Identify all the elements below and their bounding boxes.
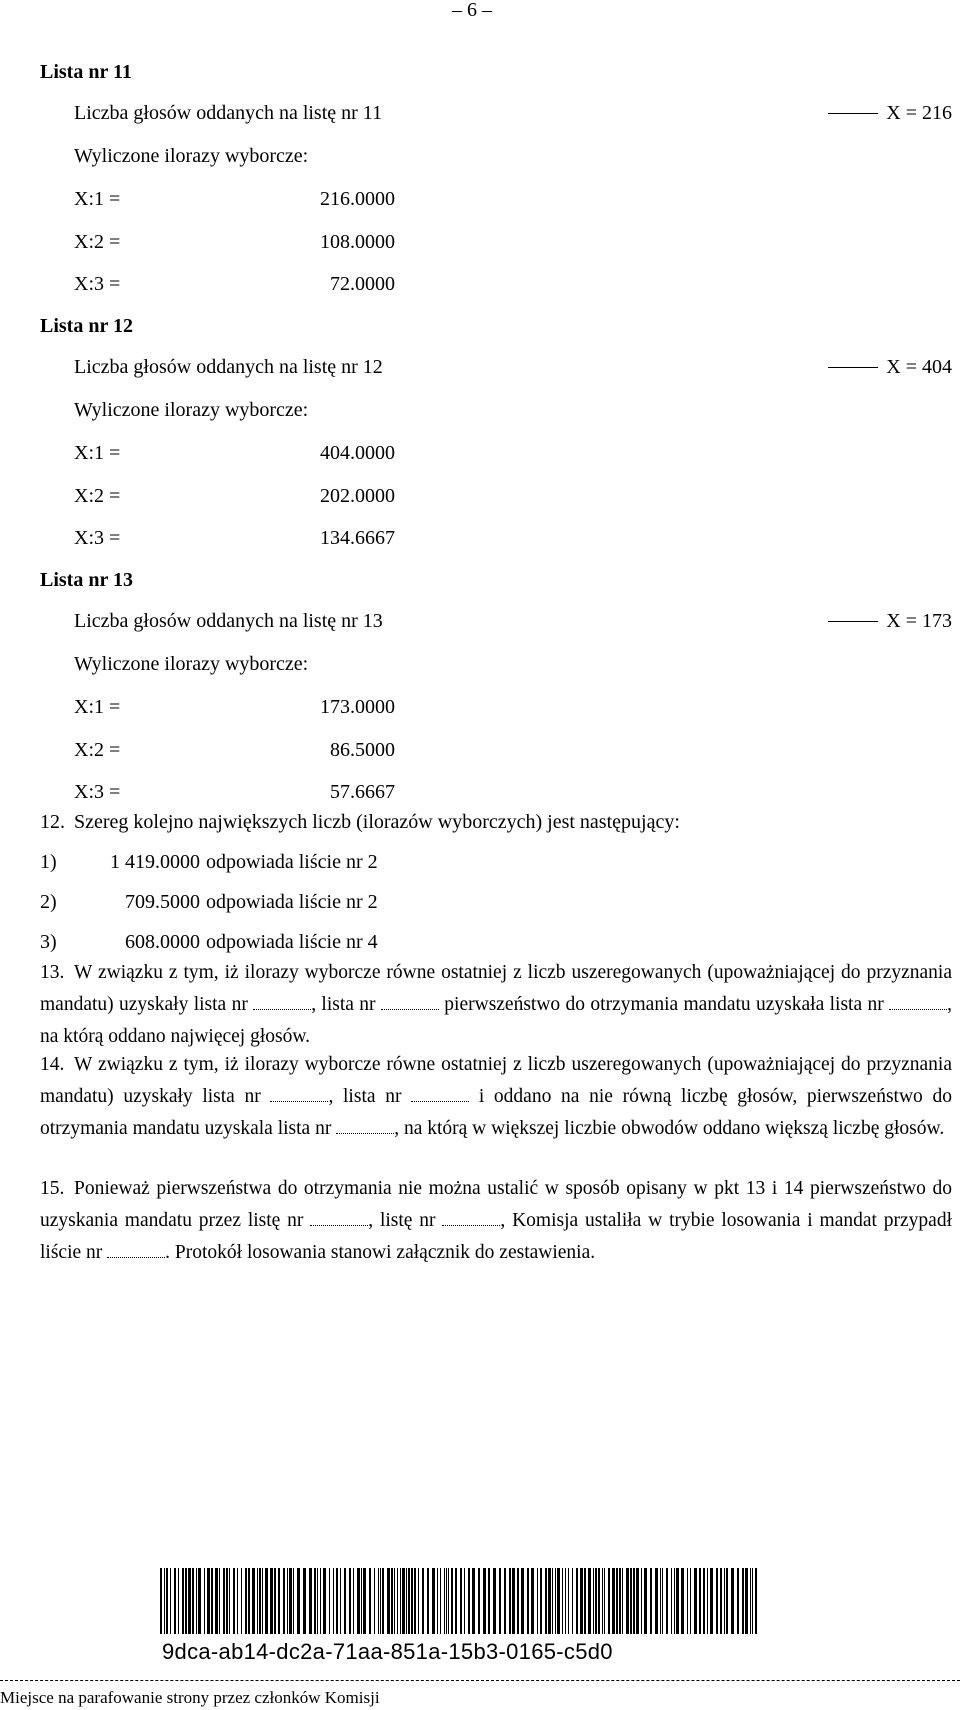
text-fragment: , na którą w większej liczbie obwodów oddano większą liczbę głosów.	[394, 1118, 945, 1139]
barcode-bar	[671, 1568, 672, 1634]
barcode-bar	[660, 1568, 661, 1634]
barcode-bar	[630, 1568, 632, 1634]
text-fragment: , na którą oddano najwięcej głosów.	[40, 994, 952, 1047]
footer-text: Miejsce na parafowanie strony przez członków Komisji	[0, 1688, 380, 1707]
barcode-bar	[716, 1568, 718, 1634]
barcode-bar	[674, 1568, 675, 1634]
barcode-bar	[391, 1568, 393, 1634]
barcode-bar	[527, 1568, 529, 1634]
barcode-bar	[455, 1568, 457, 1634]
barcode-bar	[636, 1568, 639, 1634]
barcode-bar	[166, 1568, 168, 1634]
blank-field[interactable]	[270, 1083, 328, 1102]
page-number: – 6 –	[452, 0, 492, 21]
barcode-bar	[178, 1568, 179, 1634]
barcode-bar	[394, 1568, 395, 1634]
barcode-bar	[265, 1568, 268, 1634]
barcode-bar	[602, 1568, 603, 1634]
barcode-bar	[408, 1568, 410, 1634]
barcode-bar	[626, 1568, 629, 1634]
barcode-bar	[598, 1568, 600, 1634]
dash-line	[828, 113, 878, 114]
barcode-bar	[374, 1568, 375, 1634]
barcode-bar	[303, 1568, 306, 1634]
barcode-bar	[432, 1568, 435, 1634]
barcode-bar	[283, 1568, 285, 1634]
barcode-bar	[460, 1568, 462, 1634]
barcode-bar	[687, 1568, 688, 1634]
barcode-text: 9dca-ab14-dc2a-71aa-851a-15b3-0165-c5d0	[162, 1639, 613, 1664]
barcode-bar	[414, 1568, 416, 1634]
barcode-bar	[259, 1568, 261, 1634]
dash-line	[828, 367, 878, 368]
barcode-bar	[552, 1568, 553, 1634]
barcode-bar	[565, 1568, 566, 1634]
barcode-bar	[340, 1568, 341, 1634]
quotient-label: X:3 =	[74, 273, 121, 295]
barcode-bar	[666, 1568, 668, 1634]
barcode-bar	[584, 1568, 586, 1634]
quotient-label: X:1 =	[74, 442, 121, 464]
barcode-bar	[655, 1568, 658, 1634]
barcode-bar	[257, 1568, 258, 1634]
barcode-bar	[745, 1568, 748, 1634]
barcode-bar	[464, 1568, 465, 1634]
barcode-bar	[204, 1568, 205, 1634]
barcode-bar	[320, 1568, 321, 1634]
blank-field[interactable]	[381, 991, 439, 1010]
quotient-label: X:3 =	[74, 527, 121, 549]
quotient-label: X:1 =	[74, 188, 121, 210]
barcode-bar	[468, 1568, 470, 1634]
blank-field[interactable]	[310, 1207, 368, 1226]
barcode-bar	[662, 1568, 663, 1634]
barcode-bar	[378, 1568, 379, 1634]
barcode-bar	[387, 1568, 390, 1634]
barcode-bar	[411, 1568, 413, 1634]
barcode-bar	[226, 1568, 228, 1634]
text-fragment: i oddano na nie równą liczbę głosów, pierwszeństwo do otrzymania mandatu uzyskala lista nr	[40, 1086, 952, 1139]
barcode-bar	[612, 1568, 615, 1634]
barcode-bar	[588, 1568, 591, 1634]
text-fragment: , listę nr	[368, 1210, 443, 1231]
barcode-bar	[483, 1568, 486, 1634]
ranking-index: 2)	[40, 891, 57, 913]
barcode-bar	[444, 1568, 445, 1634]
section-13	[40, 957, 952, 1053]
barcode-bar	[568, 1568, 569, 1634]
footer-divider	[0, 1680, 960, 1681]
ranking-text: odpowiada liście nr 4	[206, 931, 378, 953]
barcode-bar	[406, 1568, 407, 1634]
barcode-bar	[604, 1568, 605, 1634]
barcode-bar	[164, 1568, 165, 1634]
barcode-bar	[418, 1568, 419, 1634]
barcode-bar	[297, 1568, 300, 1634]
barcode-bar	[223, 1568, 225, 1634]
barcode-bar	[724, 1568, 725, 1634]
barcode-bar	[650, 1568, 652, 1634]
dash-line	[828, 621, 878, 622]
quotient-label: X:2 =	[74, 739, 121, 761]
blank-field[interactable]	[336, 1115, 394, 1134]
quotients-label: Wyliczone ilorazy wyborcze:	[74, 653, 309, 675]
ranking-value: 1 419.0000	[110, 851, 200, 873]
section-number: 15.	[40, 1178, 65, 1199]
barcode-bar	[349, 1568, 351, 1634]
barcode-bar	[353, 1568, 354, 1634]
barcode-bar	[219, 1568, 220, 1634]
barcode-bar	[593, 1568, 594, 1634]
text-fragment: pierwszeństwo do otrzymania mandatu uzyskała lista nr	[438, 994, 890, 1015]
text-fragment: , lista nr	[328, 1086, 412, 1107]
quotients-label: Wyliczone ilorazy wyborcze:	[74, 145, 309, 167]
barcode-bar	[703, 1568, 705, 1634]
barcode-bar	[207, 1568, 210, 1634]
text-fragment: , lista nr	[311, 994, 381, 1015]
barcode-bar	[314, 1568, 316, 1634]
blank-field[interactable]	[253, 991, 311, 1010]
barcode-bar	[707, 1568, 708, 1634]
x-value-text: X = 173	[886, 610, 952, 632]
barcode-bar	[540, 1568, 542, 1634]
ranking-text: odpowiada liście nr 2	[206, 891, 378, 913]
barcode-bar	[557, 1568, 560, 1634]
barcode-bar	[562, 1568, 563, 1634]
votes-label: Liczba głosów oddanych na listę nr 12	[74, 356, 383, 378]
barcode-bar	[742, 1568, 744, 1634]
text-fragment: Ponieważ pierwszeństwa do otrzymania nie można ustalić w sposób opisany w pkt 13 i 14 pierwszeństwo do uzyskania mandatu przez listę nr	[40, 1178, 952, 1231]
barcode-bar	[478, 1568, 480, 1634]
barcode-bar	[262, 1568, 263, 1634]
quotient-label: X:2 =	[74, 231, 121, 253]
barcode-bar	[726, 1568, 728, 1634]
barcode-bar	[616, 1568, 618, 1634]
barcode-bar	[622, 1568, 623, 1634]
barcode-bar	[755, 1568, 757, 1634]
barcode-bar	[531, 1568, 534, 1634]
barcode-bar	[750, 1568, 751, 1634]
ranking-value: 709.5000	[125, 891, 200, 913]
barcode-bar	[644, 1568, 647, 1634]
barcode-bar	[402, 1568, 405, 1634]
barcode-bar	[690, 1568, 691, 1634]
section-14	[40, 1049, 952, 1145]
x-value-text: X = 404	[886, 356, 952, 378]
ranking-index: 1)	[40, 851, 57, 873]
barcode-bar	[608, 1568, 610, 1634]
blank-field[interactable]	[442, 1207, 500, 1226]
quotient-value: 404.0000	[320, 442, 395, 464]
text-fragment: , Komisja ustaliła w trybie losowania i mandat przypadł liście nr	[40, 1210, 952, 1263]
barcode-bar	[440, 1568, 441, 1634]
barcode-bar	[344, 1568, 346, 1634]
x-value	[828, 611, 952, 631]
barcode-bar	[363, 1568, 366, 1634]
barcode-image	[160, 1568, 766, 1634]
quotient-value: 86.5000	[330, 739, 395, 761]
ranking-value: 608.0000	[125, 931, 200, 953]
barcode-bar	[245, 1568, 247, 1634]
quotient-value: 202.0000	[320, 485, 395, 507]
x-value	[828, 357, 952, 377]
barcode-bar	[252, 1568, 255, 1634]
text-fragment: W związku z tym, iż ilorazy wyborcze równe ostatniej z liczb uszeregowanych (upoważniającej do przyznania mandatu) uzyskały lista nr	[40, 962, 952, 1015]
section-text	[40, 1049, 952, 1145]
barcode-bar	[545, 1568, 547, 1634]
barcode-bar	[174, 1568, 176, 1634]
section-text	[40, 1173, 952, 1269]
section-text: Szereg kolejno największych liczb (ilorazów wyborczych) jest następujący:	[74, 811, 680, 833]
text-fragment: . Protokół losowania stanowi załącznik do zestawienia.	[165, 1242, 596, 1263]
barcode-bar	[211, 1568, 213, 1634]
barcode-bar	[233, 1568, 235, 1634]
barcode-bar	[427, 1568, 429, 1634]
barcode-bar	[196, 1568, 197, 1634]
barcode-bar	[274, 1568, 276, 1634]
barcode-bar	[170, 1568, 171, 1634]
barcode-bar	[699, 1568, 701, 1634]
barcode-bar	[512, 1568, 515, 1634]
barcode-bar	[182, 1568, 184, 1634]
barcode-bar	[397, 1568, 398, 1634]
barcode-bar	[437, 1568, 438, 1634]
barcode-bar	[278, 1568, 280, 1634]
barcode-bar	[448, 1568, 449, 1634]
barcode-bar	[555, 1568, 556, 1634]
barcode-bar	[676, 1568, 679, 1634]
barcode-bar	[192, 1568, 194, 1634]
barcode-bar	[329, 1568, 330, 1634]
barcode-bar	[382, 1568, 384, 1634]
barcode-bar	[336, 1568, 338, 1634]
barcode-bar	[248, 1568, 250, 1634]
blank-field[interactable]	[107, 1239, 165, 1258]
quotient-value: 72.0000	[330, 273, 395, 295]
barcode-bar	[369, 1568, 371, 1634]
text-fragment: W związku z tym, iż ilorazy wyborcze równe ostatniej z liczb uszeregowanych (upoważniającej do przyznania mandatu) uzyskały lista nr	[40, 1054, 952, 1107]
barcode-bar	[160, 1568, 162, 1634]
list-heading: Lista nr 12	[40, 315, 133, 337]
barcode-bar	[289, 1568, 292, 1634]
section-number: 13.	[40, 962, 65, 983]
barcode-bar	[509, 1568, 511, 1634]
quotient-label: X:3 =	[74, 781, 121, 803]
barcode-bar	[521, 1568, 524, 1634]
x-value	[828, 103, 952, 123]
list-heading: Lista nr 11	[40, 61, 132, 83]
barcode-bar	[317, 1568, 318, 1634]
quotient-value: 173.0000	[320, 696, 395, 718]
barcode-bar	[400, 1568, 401, 1634]
barcode-bar	[472, 1568, 475, 1634]
quotient-label: X:2 =	[74, 485, 121, 507]
barcode-bar	[185, 1568, 187, 1634]
blank-field[interactable]	[411, 1083, 469, 1102]
quotient-value: 57.6667	[330, 781, 395, 803]
barcode-bar	[580, 1568, 583, 1634]
barcode-bar	[293, 1568, 294, 1634]
barcode-bar	[446, 1568, 447, 1634]
barcode-bar	[188, 1568, 191, 1634]
quotient-value: 134.6667	[320, 527, 395, 549]
votes-label: Liczba głosów oddanych na listę nr 13	[74, 610, 383, 632]
barcode-bar	[241, 1568, 242, 1634]
barcode-bar	[488, 1568, 490, 1634]
barcode-bar	[493, 1568, 496, 1634]
barcode-bar	[504, 1568, 506, 1634]
section-number: 12.	[40, 811, 65, 833]
barcode-bar	[323, 1568, 326, 1634]
barcode-bar	[357, 1568, 360, 1634]
barcode-bar	[451, 1568, 453, 1634]
section-15	[40, 1173, 952, 1269]
quotient-value: 108.0000	[320, 231, 395, 253]
barcode-bar	[694, 1568, 697, 1634]
votes-label: Liczba głosów oddanych na listę nr 11	[74, 102, 383, 124]
barcode-bar	[720, 1568, 722, 1634]
barcode-bar	[737, 1568, 739, 1634]
barcode-bar	[641, 1568, 642, 1634]
barcode-bar	[619, 1568, 621, 1634]
section-number: 14.	[40, 1054, 65, 1075]
barcode-bar	[237, 1568, 238, 1634]
barcode-bar	[287, 1568, 288, 1634]
quotient-value: 216.0000	[320, 188, 395, 210]
list-heading: Lista nr 13	[40, 569, 133, 591]
barcode-bar	[380, 1568, 381, 1634]
barcode-bar	[198, 1568, 201, 1634]
barcode-bar	[309, 1568, 312, 1634]
barcode-bar	[731, 1568, 734, 1634]
barcode-bar	[422, 1568, 424, 1634]
ranking-text: odpowiada liście nr 2	[206, 851, 378, 873]
ranking-index: 3)	[40, 931, 57, 953]
barcode-bar	[681, 1568, 684, 1634]
x-value-text: X = 216	[886, 102, 952, 124]
barcode-bar	[595, 1568, 597, 1634]
quotients-label: Wyliczone ilorazy wyborcze:	[74, 399, 309, 421]
barcode-bar	[633, 1568, 635, 1634]
barcode-bar	[215, 1568, 218, 1634]
barcode-bar	[499, 1568, 501, 1634]
barcode-bar	[517, 1568, 519, 1634]
barcode-bar	[270, 1568, 273, 1634]
barcode-bar	[576, 1568, 578, 1634]
barcode-bar	[229, 1568, 230, 1634]
barcode-bar	[710, 1568, 713, 1634]
barcode-bar	[537, 1568, 538, 1634]
barcode-bar	[361, 1568, 362, 1634]
quotient-label: X:1 =	[74, 696, 121, 718]
barcode-bar	[333, 1568, 334, 1634]
section-text	[40, 957, 952, 1053]
blank-field[interactable]	[889, 991, 947, 1010]
barcode-bar	[548, 1568, 551, 1634]
barcode-bar	[752, 1568, 753, 1634]
barcode-bar	[572, 1568, 573, 1634]
